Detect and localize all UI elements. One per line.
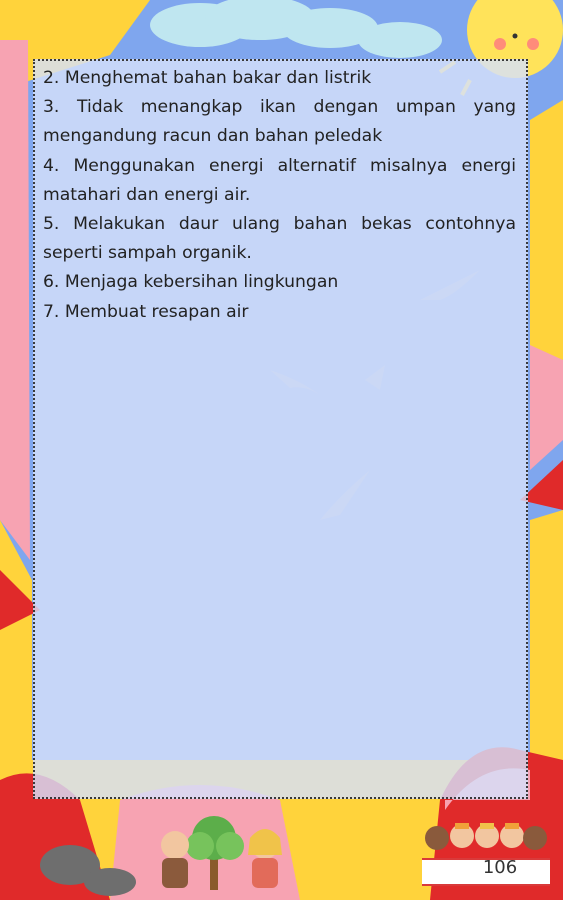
- list-item-5: 5. Melakukan daur ulang bahan bekas contohnya seperti sampah organik.: [43, 214, 516, 264]
- list-item-7: 7. Membuat resapan air: [43, 301, 249, 322]
- list-item-4: 4. Menggunakan energi alternatif misalnya energi matahari dan energi air.: [43, 155, 516, 205]
- content-list: [43, 64, 516, 327]
- list-item-6: 6. Menjaga kebersihan lingkungan: [43, 272, 339, 293]
- page-number: 106: [482, 857, 518, 878]
- list-item-2: 2. Menghemat bahan bakar dan listrik: [43, 68, 372, 88]
- list-item-3: 3. Tidak menangkap ikan dengan umpan yang mengandung racun dan bahan peledak: [43, 97, 516, 147]
